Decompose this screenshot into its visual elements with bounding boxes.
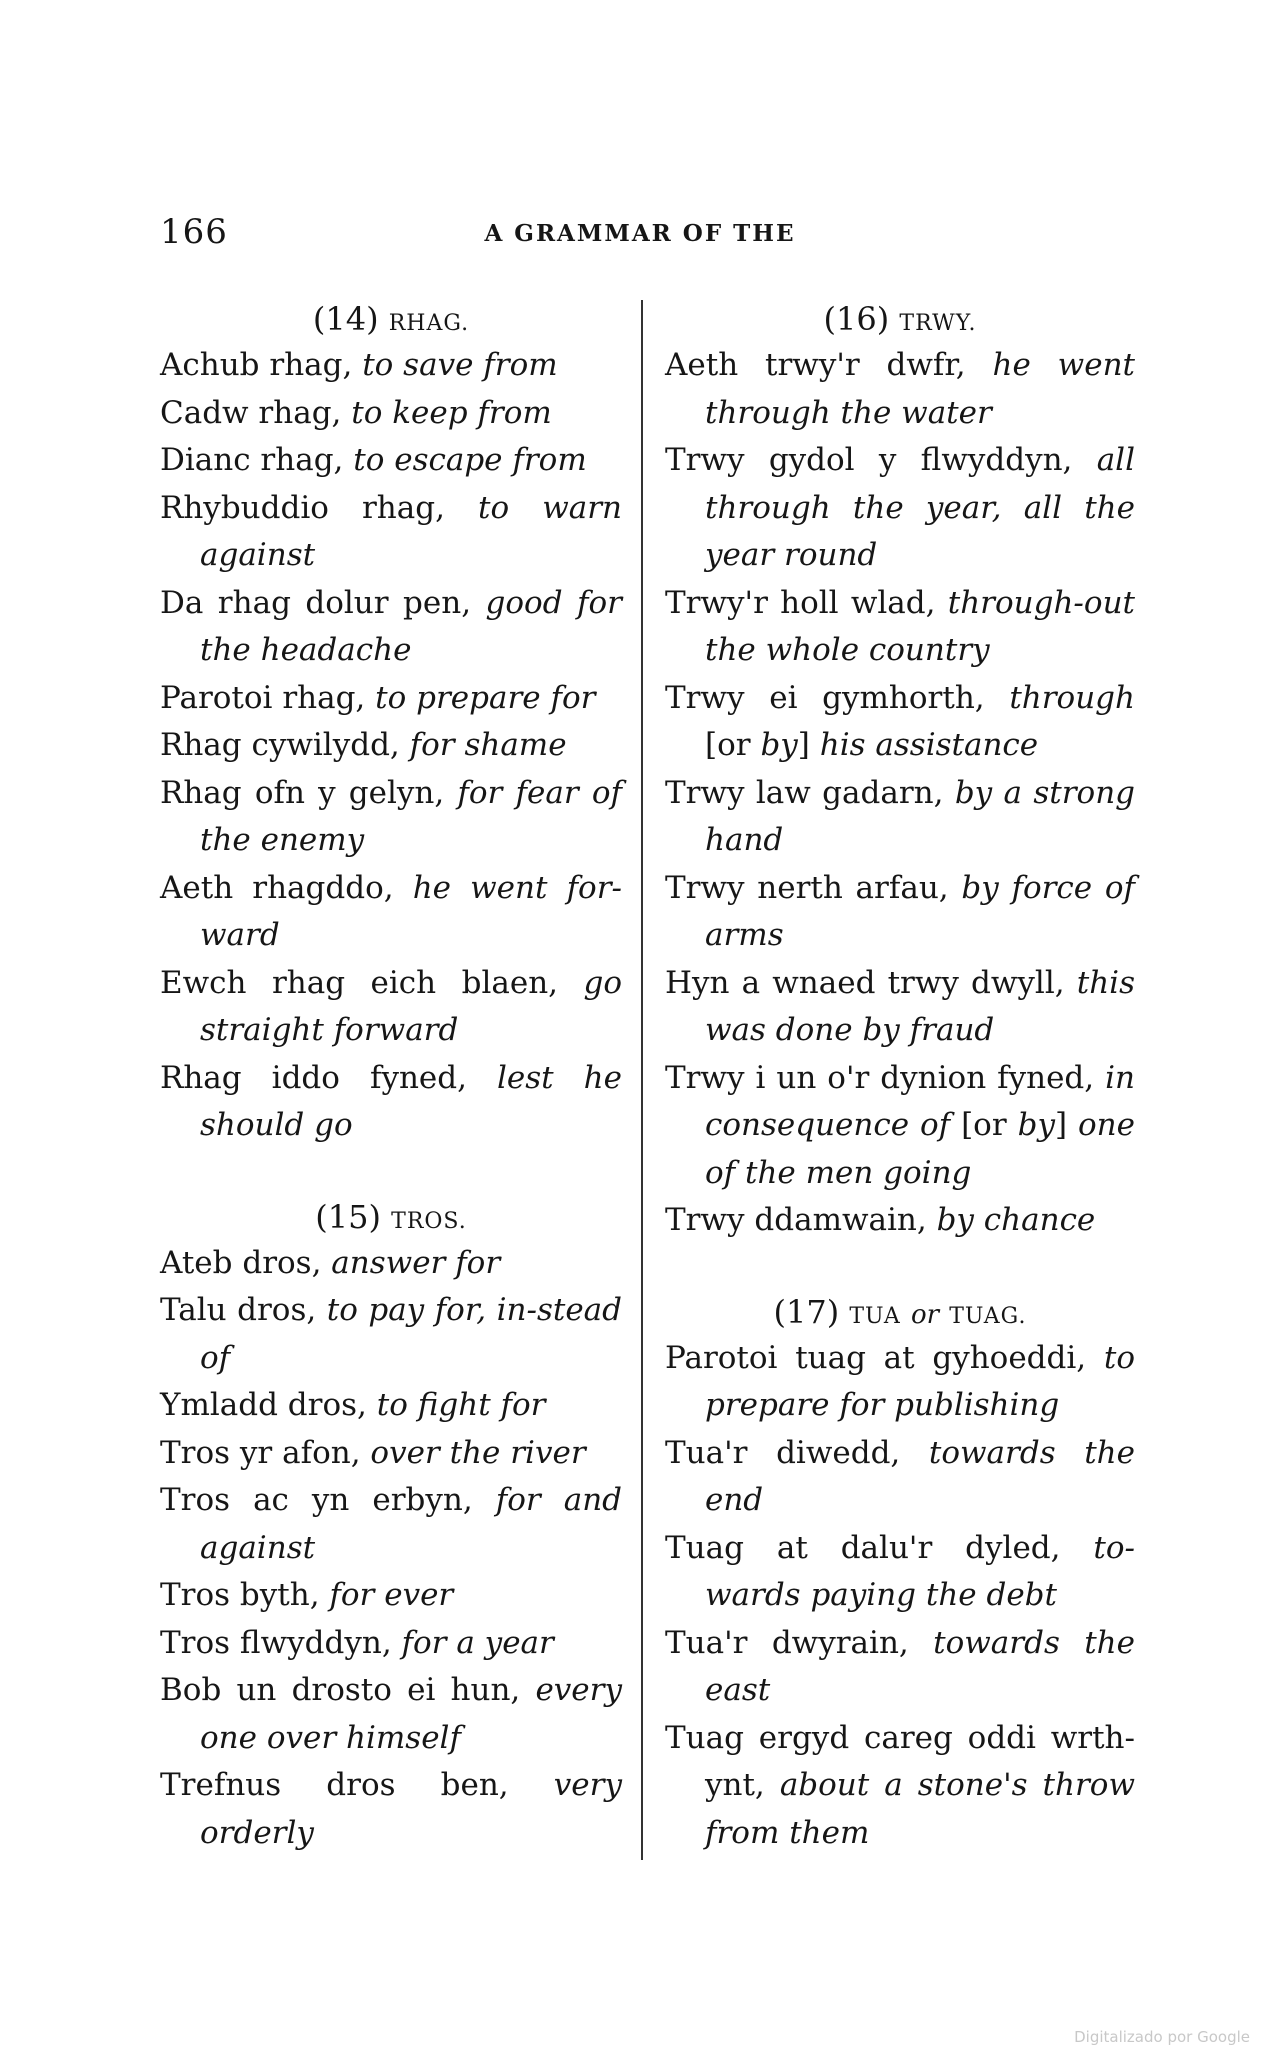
welsh-phrase: Ateb dros, xyxy=(160,1244,332,1281)
section-spacer xyxy=(160,1150,622,1194)
entry xyxy=(665,1430,1135,1525)
entry xyxy=(160,1620,622,1668)
welsh-phrase: Rhybuddio rhag, xyxy=(160,489,478,526)
entry xyxy=(160,1762,622,1857)
welsh-phrase: Tuag ergyd careg oddi wrth-ynt, xyxy=(665,1719,1135,1803)
entry xyxy=(665,1197,1135,1245)
english-gloss: for shame xyxy=(409,727,567,763)
section-number: (17) xyxy=(773,1292,840,1331)
entry xyxy=(160,960,622,1055)
entry xyxy=(665,580,1135,675)
entry xyxy=(665,342,1135,437)
bracket-gloss: by xyxy=(760,727,798,763)
entry-list-rhag xyxy=(160,342,622,1150)
english-gloss: over the river xyxy=(370,1434,586,1471)
welsh-phrase: Tuag at dalu'r dyled, xyxy=(665,1529,1094,1566)
entry xyxy=(665,1055,1135,1198)
english-gloss: for ever xyxy=(329,1577,454,1613)
english-gloss: to pay for, in-stead of xyxy=(200,1292,622,1376)
english-gloss: by chance xyxy=(936,1202,1096,1238)
english-gloss: he went through the water xyxy=(705,347,1135,431)
right-column xyxy=(665,296,1135,1857)
entry-list-tros xyxy=(160,1240,622,1858)
entry xyxy=(665,1335,1135,1430)
welsh-phrase: Trwy ddamwain, xyxy=(665,1202,937,1238)
welsh-phrase: Trwy ei gymhorth, xyxy=(665,679,1010,716)
welsh-phrase: Tros ac yn erbyn, xyxy=(160,1482,496,1518)
entry xyxy=(160,1477,622,1572)
bracket-text: ] xyxy=(1054,1107,1078,1143)
section-conjunction: or xyxy=(910,1299,940,1330)
column-divider xyxy=(641,300,643,1860)
entry xyxy=(160,722,622,770)
entry xyxy=(160,580,622,675)
entry xyxy=(160,770,622,865)
welsh-phrase: Dianc rhag, xyxy=(160,442,354,478)
bracket-text: [or xyxy=(950,1107,1018,1143)
english-gloss-continued: his assistance xyxy=(819,727,1039,763)
entry xyxy=(665,960,1135,1055)
english-gloss: to prepare for publishing xyxy=(705,1339,1135,1423)
english-gloss: all through the year, all the year round xyxy=(705,442,1135,573)
welsh-phrase: Trwy gydol y flwyddyn, xyxy=(665,442,1097,478)
english-gloss: very orderly xyxy=(200,1767,622,1851)
welsh-phrase: Trwy'r holl wlad, xyxy=(665,584,948,621)
welsh-phrase: Ewch rhag eich blaen, xyxy=(160,964,584,1001)
english-gloss: to fight for xyxy=(376,1387,546,1423)
section-number: (16) xyxy=(823,300,890,338)
running-head: A GRAMMAR OF THE xyxy=(484,220,796,247)
english-gloss: lest he should go xyxy=(200,1059,622,1143)
watermark: Digitalizado por Google xyxy=(1074,2028,1250,2046)
entry xyxy=(665,1620,1135,1715)
entry xyxy=(160,1572,622,1620)
welsh-phrase: Tua'r diwedd, xyxy=(665,1434,929,1471)
english-gloss: to escape from xyxy=(353,442,587,478)
welsh-phrase: Aeth trwy'r dwfr, xyxy=(665,347,993,383)
english-gloss: by force of arms xyxy=(705,869,1135,953)
entry xyxy=(665,437,1135,580)
section-word: TRWY. xyxy=(899,311,977,336)
english-gloss: towards the end xyxy=(705,1434,1135,1518)
section-number: (15) xyxy=(315,1197,381,1236)
english-gloss: to keep from xyxy=(351,394,552,431)
section-spacer xyxy=(665,1245,1135,1289)
entry xyxy=(665,770,1135,865)
entry xyxy=(160,1287,622,1382)
entry xyxy=(160,1240,622,1288)
left-column xyxy=(160,296,622,1857)
section-word: TROS. xyxy=(391,1208,467,1234)
english-gloss: for and against xyxy=(200,1482,622,1566)
english-gloss: about a stone's throw from them xyxy=(705,1767,1135,1851)
entry-list-trwy xyxy=(665,342,1135,1245)
entry xyxy=(665,1525,1135,1620)
welsh-phrase: Trwy nerth arfau, xyxy=(665,869,962,906)
bracket-text: ] xyxy=(797,727,820,763)
section-heading-rhag xyxy=(160,296,622,342)
welsh-phrase: Rhag ofn y gelyn, xyxy=(160,774,458,811)
english-gloss: answer for xyxy=(331,1244,501,1281)
entry xyxy=(160,1430,622,1478)
welsh-phrase: Rhag iddo fyned, xyxy=(160,1059,498,1096)
welsh-phrase: Trwy law gadarn, xyxy=(665,774,955,811)
entry xyxy=(160,437,622,485)
english-gloss: through xyxy=(1009,679,1135,716)
section-word-alt: TUAG. xyxy=(949,1303,1027,1329)
welsh-phrase: Cadw rhag, xyxy=(160,394,352,431)
section-word: TUA xyxy=(849,1303,901,1329)
welsh-phrase: Tros yr afon, xyxy=(160,1434,371,1471)
section-number: (14) xyxy=(312,300,379,338)
bracket-gloss: by xyxy=(1017,1107,1055,1143)
english-gloss: towards the east xyxy=(705,1624,1135,1708)
welsh-phrase: Da rhag dolur pen, xyxy=(160,584,486,621)
english-gloss: to warn against xyxy=(200,489,622,573)
welsh-phrase: Trwy i un o'r dynion fyned, xyxy=(665,1059,1106,1096)
section-heading-tua xyxy=(665,1289,1135,1335)
english-gloss-continued: one of the men going xyxy=(705,1107,1135,1191)
english-gloss: this was done by fraud xyxy=(705,964,1135,1048)
entry xyxy=(160,390,622,438)
english-gloss: for a year xyxy=(401,1624,554,1661)
english-gloss: every one over himself xyxy=(200,1672,622,1756)
welsh-phrase: Tua'r dwyrain, xyxy=(665,1624,934,1661)
english-gloss: to-wards paying the debt xyxy=(705,1529,1135,1613)
welsh-phrase: Achub rhag, xyxy=(160,347,363,383)
welsh-phrase: Hyn a wnaed trwy dwyll, xyxy=(665,964,1077,1001)
english-gloss: in consequence of xyxy=(705,1059,1135,1143)
entry xyxy=(665,865,1135,960)
english-gloss: to save from xyxy=(362,347,558,383)
welsh-phrase: Trefnus dros ben, xyxy=(160,1767,554,1803)
page-number: 166 xyxy=(160,212,228,252)
english-gloss: through-out the whole country xyxy=(705,584,1135,668)
english-gloss: for fear of the enemy xyxy=(200,774,622,858)
section-heading-trwy xyxy=(665,296,1135,342)
welsh-phrase: Parotoi rhag, xyxy=(160,679,376,716)
entry xyxy=(160,1055,622,1150)
entry xyxy=(160,485,622,580)
entry xyxy=(160,865,622,960)
english-gloss: go straight forward xyxy=(200,964,622,1048)
entry xyxy=(665,1715,1135,1858)
section-word: RHAG. xyxy=(388,311,470,336)
welsh-phrase: Tros byth, xyxy=(160,1577,330,1613)
entry xyxy=(160,1667,622,1762)
entry xyxy=(665,675,1135,770)
welsh-phrase: Ymladd dros, xyxy=(160,1387,377,1423)
english-gloss: to prepare for xyxy=(375,679,596,716)
welsh-phrase: Talu dros, xyxy=(160,1292,327,1328)
welsh-phrase: Bob un drosto ei hun, xyxy=(160,1672,536,1708)
welsh-phrase: Parotoi tuag at gyhoeddi, xyxy=(665,1339,1104,1376)
entry xyxy=(160,1382,622,1430)
welsh-phrase: Rhag cywilydd, xyxy=(160,727,410,763)
welsh-phrase: Aeth rhagddo, xyxy=(160,869,413,906)
bracket-text: [or xyxy=(705,727,761,763)
english-gloss: good for the headache xyxy=(200,584,622,668)
entry xyxy=(160,342,622,390)
english-gloss: he went for-ward xyxy=(200,869,622,953)
welsh-phrase: Tros flwyddyn, xyxy=(160,1624,402,1661)
entry xyxy=(160,675,622,723)
english-gloss: by a strong hand xyxy=(705,774,1135,858)
entry-list-tua xyxy=(665,1335,1135,1858)
section-heading-tros xyxy=(160,1194,622,1240)
